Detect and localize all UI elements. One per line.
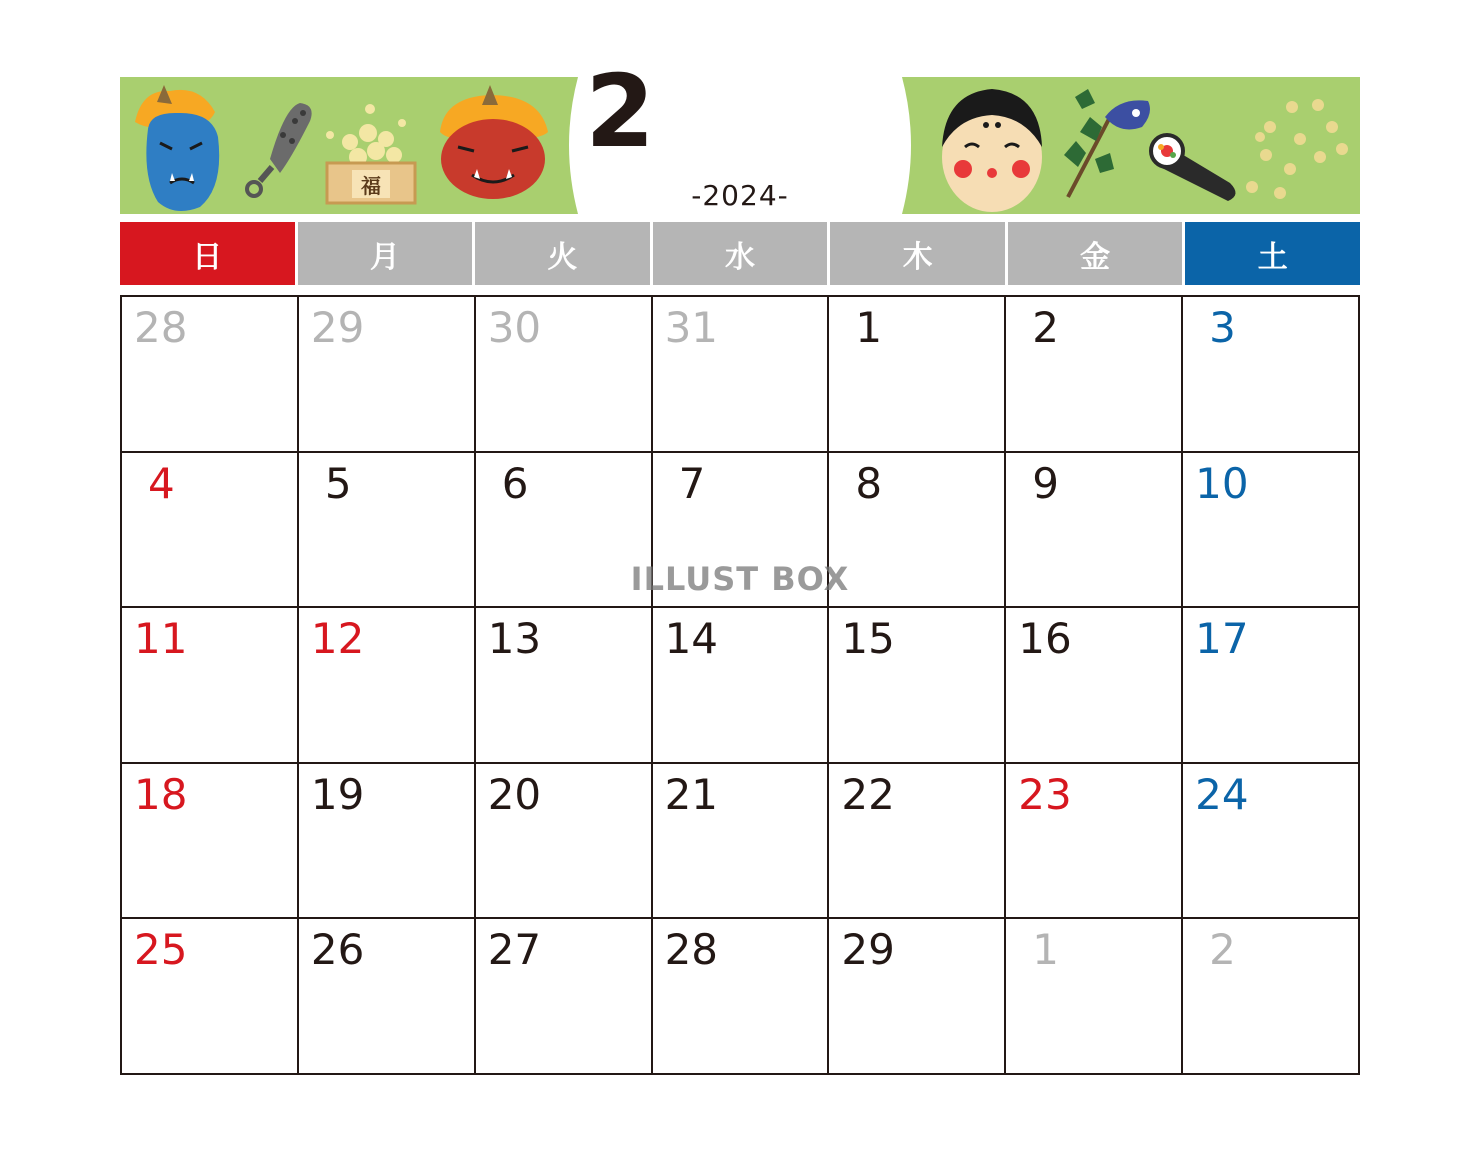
masu-label: 福 (361, 174, 381, 198)
day-cell[interactable] (829, 608, 1006, 764)
day-cell[interactable] (122, 764, 299, 920)
day-cell[interactable] (299, 919, 476, 1075)
month-number: 2 (585, 53, 655, 170)
day-number: 24 (1195, 769, 1249, 819)
day-cell[interactable] (122, 919, 299, 1075)
day-number: 3 (1209, 303, 1236, 352)
weekday-header: 月 (298, 222, 473, 285)
day-cell[interactable] (299, 608, 476, 764)
day-number: 16 (1018, 614, 1072, 664)
day-cell[interactable] (476, 453, 653, 609)
day-cell[interactable] (653, 608, 830, 764)
day-number: 5 (324, 458, 352, 508)
day-number: 19 (310, 769, 365, 819)
day-number: 22 (841, 769, 895, 819)
day-number: 30 (487, 303, 542, 352)
day-cell[interactable] (299, 453, 476, 609)
weekday-header: 火 (475, 222, 650, 285)
day-number: 28 (664, 925, 719, 975)
day-cell[interactable] (1183, 297, 1360, 453)
day-cell[interactable] (829, 919, 1006, 1075)
day-number: 1 (855, 303, 883, 352)
day-cell[interactable] (653, 919, 830, 1075)
day-cell[interactable] (122, 608, 299, 764)
day-number: 11 (134, 614, 188, 664)
day-number: 1 (1032, 925, 1060, 975)
calendar-grid (120, 295, 1360, 1075)
day-number: 23 (1018, 769, 1072, 819)
day-cell[interactable] (1183, 764, 1360, 920)
day-number: 13 (487, 614, 542, 664)
day-number: 29 (310, 303, 365, 352)
day-number: 18 (134, 769, 188, 819)
day-number: 26 (310, 925, 365, 975)
day-number: 2 (1032, 303, 1060, 352)
day-cell[interactable] (122, 297, 299, 453)
day-cell[interactable] (122, 453, 299, 609)
day-number: 12 (310, 614, 365, 664)
watermark: ILLUST BOX (630, 560, 850, 598)
day-number: 31 (664, 303, 719, 352)
day-number: 4 (148, 458, 175, 508)
weekday-header: 日 (120, 222, 295, 285)
day-cell[interactable] (476, 608, 653, 764)
day-number: 2 (1209, 925, 1236, 975)
day-number: 10 (1195, 458, 1249, 508)
weekday-header: 金 (1008, 222, 1183, 285)
day-cell[interactable] (1183, 453, 1360, 609)
day-number: 14 (664, 614, 719, 664)
day-cell[interactable] (1183, 608, 1360, 764)
day-cell[interactable] (653, 764, 830, 920)
day-number: 28 (134, 303, 188, 352)
day-cell[interactable] (476, 297, 653, 453)
day-number: 9 (1032, 458, 1060, 508)
day-number: 21 (664, 769, 719, 819)
day-cell[interactable] (476, 764, 653, 920)
day-number: 7 (678, 458, 706, 508)
day-cell[interactable] (829, 764, 1006, 920)
day-number: 15 (841, 614, 895, 664)
day-number: 29 (841, 925, 895, 975)
day-number: 20 (487, 769, 542, 819)
weekday-header-row (120, 222, 1360, 285)
day-cell[interactable] (829, 297, 1006, 453)
day-cell[interactable] (299, 297, 476, 453)
weekday-header: 水 (653, 222, 828, 285)
weekday-header: 土 (1185, 222, 1360, 285)
okame-mask-icon (942, 89, 1042, 212)
day-cell[interactable] (1006, 608, 1183, 764)
day-number: 17 (1195, 614, 1249, 664)
day-cell[interactable] (829, 453, 1006, 609)
weekday-header: 木 (830, 222, 1005, 285)
day-cell[interactable] (1006, 297, 1183, 453)
day-cell[interactable] (1006, 919, 1183, 1075)
day-cell[interactable] (299, 764, 476, 920)
day-cell[interactable] (1006, 453, 1183, 609)
year-label: -2024- (691, 179, 789, 212)
day-cell[interactable] (1006, 764, 1183, 920)
day-number: 8 (855, 458, 883, 508)
day-number: 6 (501, 458, 529, 508)
day-number: 25 (134, 925, 188, 975)
day-number: 27 (487, 925, 542, 975)
day-cell[interactable] (1183, 919, 1360, 1075)
day-cell[interactable] (653, 297, 830, 453)
day-cell[interactable] (476, 919, 653, 1075)
